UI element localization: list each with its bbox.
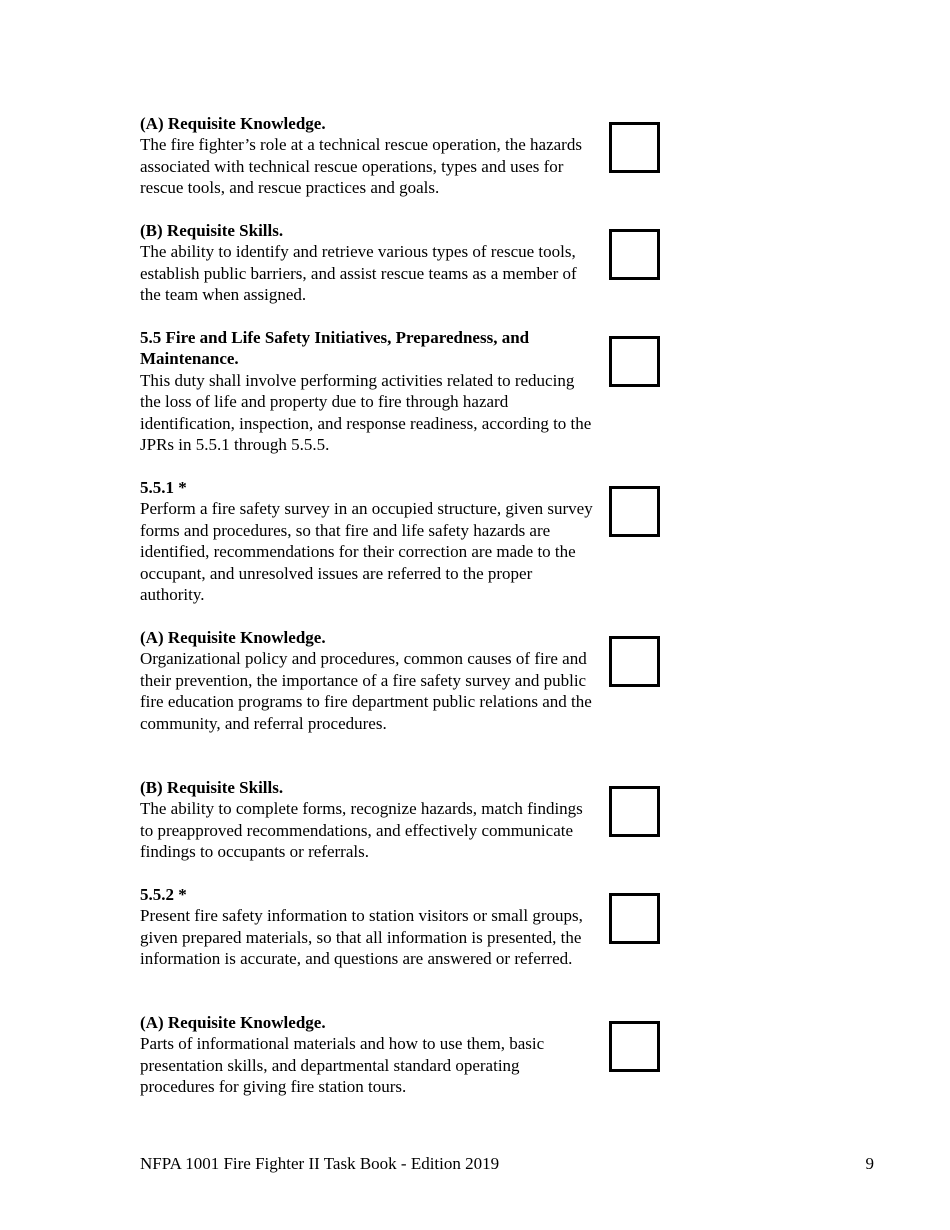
completion-checkbox-5[interactable] [609, 636, 660, 687]
section-heading: (B) Requisite Skills. [140, 778, 284, 797]
section-requisite-skills-2 [140, 777, 595, 863]
section-requisite-knowledge-3 [140, 1012, 595, 1098]
completion-checkbox-2[interactable] [609, 229, 660, 280]
section-5-5 [140, 327, 595, 455]
section-requisite-skills-1 [140, 220, 595, 306]
footer-document-title: NFPA 1001 Fire Fighter II Task Book - Edition 2019 [140, 1154, 500, 1173]
completion-checkbox-3[interactable] [609, 336, 660, 387]
section-heading: (A) Requisite Knowledge. [140, 628, 326, 647]
section-body: This duty shall involve performing activities related to reducing the loss of life and property due to fire through hazard identification, inspection, and response readiness, according to the JPRs in 5.5.1 through 5.5.5. [140, 370, 592, 455]
completion-checkbox-1[interactable] [609, 122, 660, 173]
page-number: 9 [865, 1154, 874, 1173]
section-heading: (A) Requisite Knowledge. [140, 114, 326, 133]
section-body: Present fire safety information to station visitors or small groups, given prepared materials, so that all information is presented, the information is accurate, and questions are answered or referred. [140, 906, 583, 969]
section-heading: 5.5.1 * [140, 478, 187, 497]
section-body: Organizational policy and procedures, common causes of fire and their prevention, the importance of a fire safety survey and public fire education programs to fire department public relations and the community, and referral procedures. [140, 649, 592, 733]
completion-checkbox-4[interactable] [609, 486, 660, 537]
completion-checkbox-7[interactable] [609, 893, 660, 944]
section-heading: 5.5.2 * [140, 885, 187, 904]
section-heading: (B) Requisite Skills. [140, 221, 284, 240]
section-body: The fire fighter’s role at a technical rescue operation, the hazards associated with technical rescue operations, types and uses for rescue tools, and rescue practices and goals. [140, 135, 582, 198]
section-heading: 5.5 Fire and Life Safety Initiatives, Preparedness, and Maintenance. [140, 328, 530, 369]
section-body: Parts of informational materials and how to use them, basic presentation skills, and departmental standard operating procedures for giving fire station tours. [140, 1034, 545, 1097]
section-body: The ability to identify and retrieve various types of rescue tools, establish public barriers, and assist rescue teams as a member of the team when assigned. [140, 242, 577, 305]
section-requisite-knowledge-2 [140, 627, 595, 734]
section-5-5-1 [140, 477, 595, 605]
section-heading: (A) Requisite Knowledge. [140, 1013, 326, 1032]
completion-checkbox-6[interactable] [609, 786, 660, 837]
section-5-5-2 [140, 884, 595, 970]
section-body: The ability to complete forms, recognize hazards, match findings to preapproved recommendations, and effectively communicate findings to occupants or referrals. [140, 799, 583, 862]
section-requisite-knowledge-1 [140, 113, 595, 199]
section-body: Perform a fire safety survey in an occupied structure, given survey forms and procedures, so that fire and life safety hazards are identified, recommendations for their correction are made to the occupant, and unresolved issues are referred to the proper authority. [140, 499, 593, 605]
completion-checkbox-8[interactable] [609, 1021, 660, 1072]
